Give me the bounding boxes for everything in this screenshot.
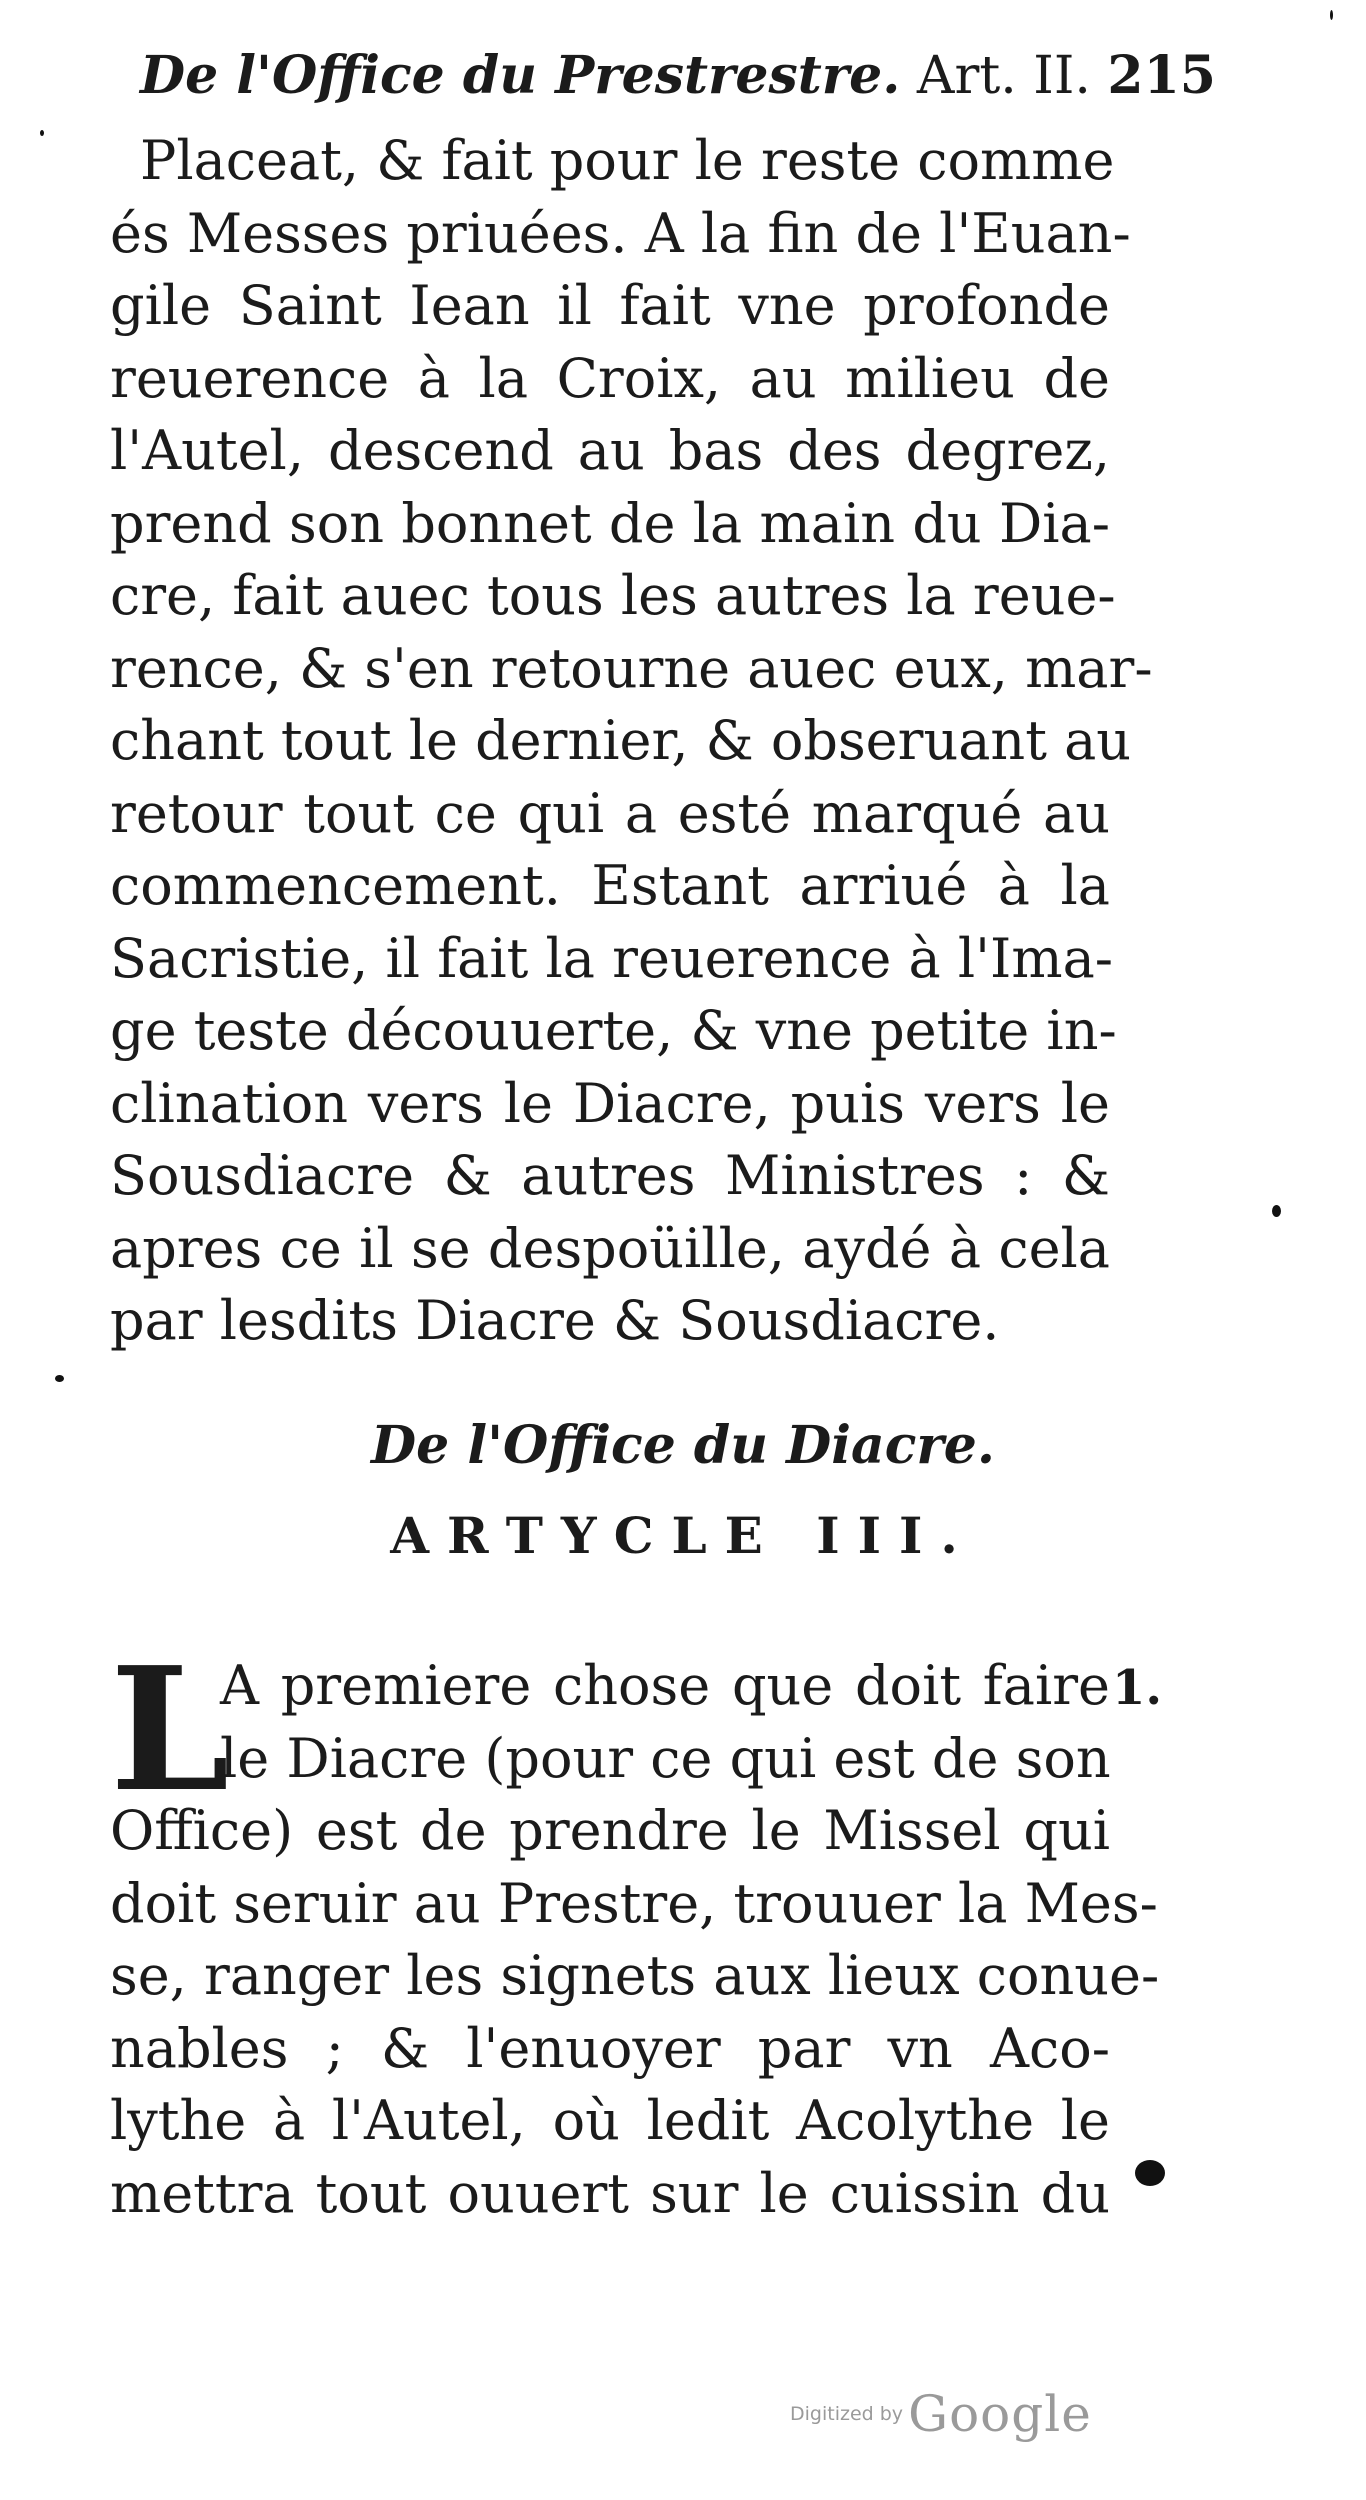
text-line: le Diacre (pour ce qui est de son [220,1726,1111,1790]
text-line: prend son bonnet de la main du Dia- [110,491,1110,555]
article-heading: ARTYCLE III. [390,1506,976,1565]
text-line: Sacristie, il fait la reuerence à l'Ima- [110,926,1114,990]
drop-cap: L [110,1630,230,1830]
text-line: rence, & s'en retourne auec eux, mar- [110,636,1153,700]
text-line: retour tout ce qui a esté marqué au [110,781,1110,845]
ink-speck [1330,10,1333,20]
text-line: chant tout le dernier, & obseruant au [110,709,1132,772]
running-head-article: Art. II. [916,46,1091,106]
text-line: clination vers le Diacre, puis vers le [110,1071,1110,1135]
google-watermark [790,2385,1092,2443]
text-line: apres ce il se despoüille, aydé à cela [110,1216,1110,1280]
text-line: doit seruir au Prestre, trouuer la Mes- [110,1871,1158,1935]
text-line: lythe à l'Autel, où ledit Acolythe le [110,2089,1110,2152]
text-line: nables ; & l'enuoyer par vn Aco- [110,2016,1110,2080]
ink-speck [1272,1205,1281,1217]
text-line: A premiere chose que doit faire [220,1654,1110,1717]
margin-note-number: 1. [1112,1660,1163,1716]
text-line: cre, fait auec tous les autres la reue- [110,564,1116,627]
watermark-brand: Google [908,2385,1092,2443]
ink-speck [40,130,44,136]
ink-speck [55,1375,64,1382]
text-line: mettra tout ouuert sur le cuissin du [110,2161,1110,2225]
text-line: Office) est de prendre le Missel qui [110,1799,1110,1862]
paragraph-2 [110,1630,1160,2230]
text-line: gile Saint Iean il fait vne profonde [110,274,1110,337]
running-head [140,40,1216,112]
text-line: l'Autel, descend au bas des degrez, [110,419,1110,482]
ink-blot [1135,2160,1165,2186]
text-line: ge teste découuerte, & vne petite in- [110,999,1117,1062]
section-title: De l'Office du Diacre. [371,1415,995,1476]
text-line: commencement. Estant arriué à la [110,854,1110,917]
page-number: 215 [1107,45,1216,106]
text-line: és Messes priuées. A la fin de l'Euan- [110,201,1131,265]
text-line: Placeat, & fait pour le reste comme [140,129,1115,192]
text-line: reuerence à la Croix, au milieu de [110,346,1110,410]
text-line: Sousdiacre & autres Ministres : & [110,1144,1110,1207]
paragraph-1 [110,125,1153,1358]
watermark-prefix: Digitized by [790,2403,904,2425]
text-line: par lesdits Diacre & Sousdiacre. [110,1289,1000,1352]
running-head-title: De l'Office du Prestrestre. [140,45,901,106]
text-line: se, ranger les signets aux lieux conue- [110,1944,1160,2007]
